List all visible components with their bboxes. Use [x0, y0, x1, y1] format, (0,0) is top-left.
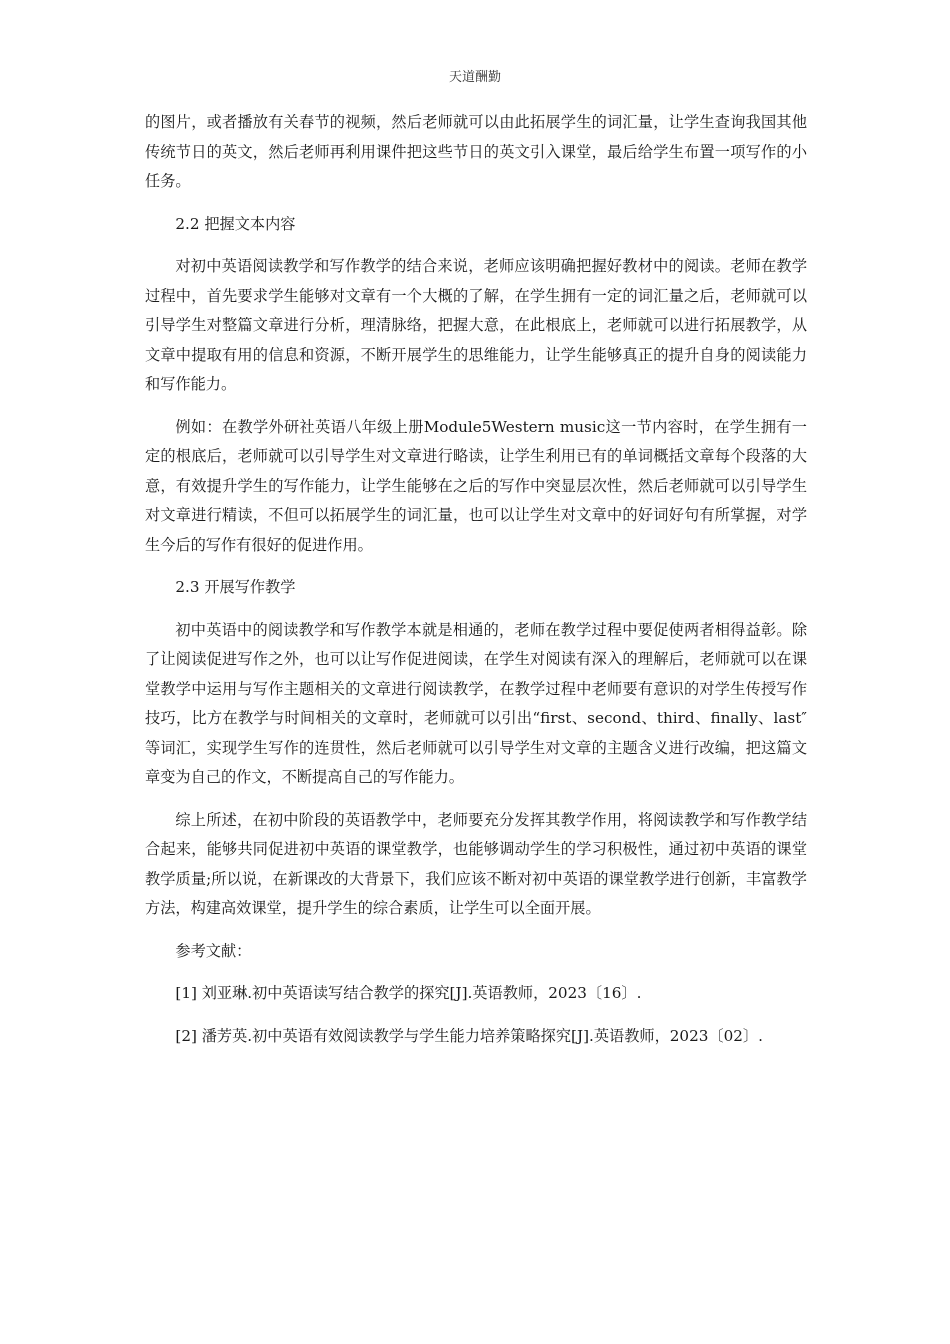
paragraph-continued: 的图片，或者播放有关春节的视频，然后老师就可以由此拓展学生的词汇量，让学生查询我国其他传统节日的英文，然后老师再利用课件把这些节日的英文引入课堂，最后给学生布置一项写作的小任务。 — [145, 113, 807, 190]
paragraph: 对初中英语阅读教学和写作教学的结合来说，老师应该明确把握好教材中的阅读。老师在教学过程中，首先要求学生能够对文章有一个大概的了解，在学生拥有一定的词汇量之后，老师就可以引导学生对整篇文章进行分析，理清脉络，把握大意，在此根底上，老师就可以进行拓展教学，从文章中提取有用的信息和资源，不断开展学生的思维能力，让学生能够真正的提升自身的阅读能力和写作能力。 — [145, 257, 807, 393]
page-header: 天道酬勤 — [448, 70, 501, 85]
paragraph: 例如：在教学外研社英语八年级上册Module5Western music这一节内容时，在学生拥有一定的根底后，老师就可以引导学生对文章进行略读，让学生利用已有的单词概括文章每个段落的大意，有效提升学生的写作能力，让学生能够在之后的写作中突显层次性，然后老师就可以引导学生对文章进行精读，不但可以拓展学生的词汇量，也可以让学生对文章中的好词好句有所掌握，对学生今后的写作有很好的促进作用。 — [145, 417, 807, 554]
document-body — [145, 108, 807, 1051]
paragraph: 综上所述，在初中阶段的英语教学中，老师要充分发挥其教学作用，将阅读教学和写作教学结合起来，能够共同促进初中英语的课堂教学，也能够调动学生的学习积极性，通过初中英语的课堂教学质量;所以说，在新课改的大背景下，我们应该不断对初中英语的课堂教学进行创新，丰富教学方法，构建高效课堂，提升学生的综合素质，让学生可以全面开展。 — [145, 810, 807, 917]
section-heading-2-2: 2.2 把握文本内容 — [175, 214, 296, 233]
paragraph: 初中英语中的阅读教学和写作教学本就是相通的，老师在教学过程中要促使两者相得益彰。除了让阅读促进写作之外，也可以让写作促进阅读，在学生对阅读有深入的理解后，老师就可以在课堂教学中运用与写作主题相关的文章进行阅读教学，在教学过程中老师要有意识的对学生传授写作技巧，比方在教学与时间相关的文章时，老师就可以引出“first、second、third、finally、last″等词汇，实现学生写作的连贯性，然后老师就可以引导学生对文章的主题含义进行改编，把这篇文章变为自己的作文，不断提高自己的写作能力。 — [145, 620, 807, 786]
section-heading-2-3: 2.3 开展写作教学 — [175, 578, 296, 596]
reference-item: [2] 潘芳英.初中英语有效阅读教学与学生能力培养策略探究[J].英语教师，2023〔02〕. — [175, 1026, 763, 1045]
references-title: 参考文献： — [175, 941, 252, 960]
reference-item: [1] 刘亚琳.初中英语读写结合教学的探究[J].英语教师，2023〔16〕. — [175, 984, 642, 1002]
